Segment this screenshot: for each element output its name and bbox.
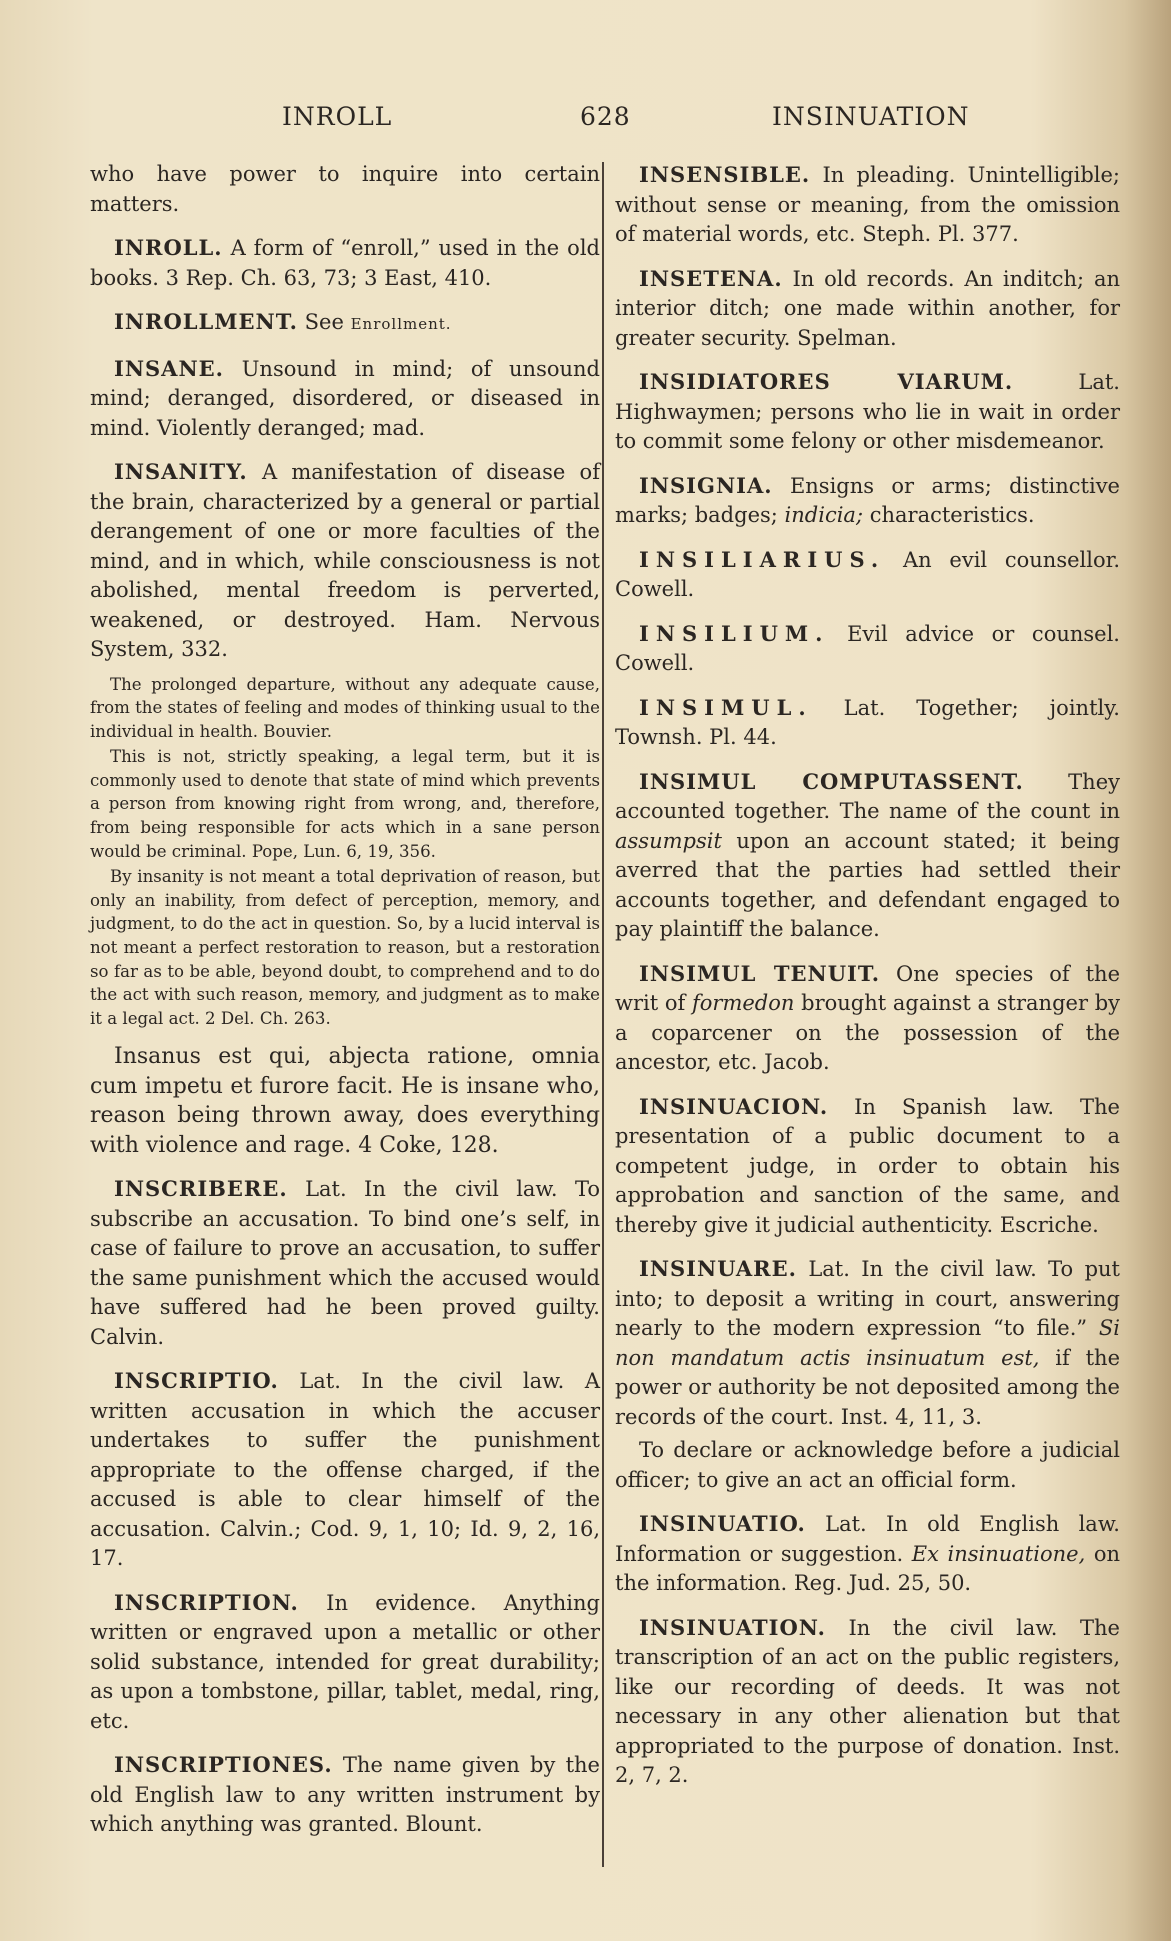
definition: In old records. An inditch; an interior ditch; one made within another, for greater security. Spelman. — [615, 266, 1120, 350]
definition: A manifestation of disease of the brain, characterized by a general or partial derangement of one or more faculties of the mind, and in which, while consciousness is not abolished, mental freedom is perverted, weakened, or destroyed. Ham. Nervous System, 332. — [90, 460, 600, 661]
note-paragraph: By insanity is not meant a total deprivation of reason, but only an inability, from defect of perception, memory, and judgment, to do the act in question. So, by a lucid interval is not meant a perfect restoration to reason, but a restoration so far as to be able, beyond doubt, to comprehend and to do the act with such reason, memory, and judgment as to make it a legal act. 2 Del. Ch. 263. — [90, 867, 600, 1028]
entry-inroll — [90, 233, 600, 293]
header-right-guideword: INSINUATION — [772, 102, 970, 131]
headword: INROLL. — [114, 235, 223, 260]
definition: upon an account stated; it being averred that the parties had settled their accounts together, and defendant engaged to pay plaintiff the balance. — [615, 828, 1121, 941]
entry-insinuation — [615, 1613, 1120, 1791]
definition: Ensigns or arms; distinctive marks; badges; — [615, 473, 1120, 527]
definition: They accounted together. The name of the count in — [615, 769, 1120, 823]
cross-reference: Enrollment. — [350, 315, 452, 333]
headword: INSILIARIUS. — [639, 546, 886, 572]
entry-inscription — [90, 1588, 600, 1737]
entry-insinuatio — [615, 1509, 1120, 1599]
definition: characteristics. — [869, 503, 1035, 527]
definition: Lat. Together; jointly. Townsh. Pl. 44. — [615, 695, 1120, 749]
note-paragraph: The prolonged departure, without any adequate cause, from the states of feeling and modes of thinking usual to the individual in health. Bouvier. — [90, 674, 600, 741]
latin-maxim: Insanus est qui, abjecta ratione, omnia cum impetu et furore facit. — [90, 1044, 600, 1099]
headword: INSINUARE. — [639, 1256, 797, 1281]
right-column — [615, 160, 1120, 1805]
definition: An evil counsellor. Cowell. — [615, 547, 1120, 601]
entry-inscriptio — [90, 1366, 600, 1574]
entry-insimul-tenuit — [615, 959, 1120, 1078]
note-paragraph: This is not, strictly speaking, a legal term, but it is commonly used to denote that state of mind which prevents a person from knowing right from wrong, and, therefore, from being responsible for acts which in a sane person would be criminal. Pope, Lun. 6, 19, 356. — [90, 747, 600, 861]
entry-insidiatores-viarum — [615, 367, 1120, 457]
insanity-notes — [90, 673, 600, 1031]
entry-insanus-maxim — [90, 1042, 600, 1160]
definition: Lat. In old English law. Information or suggestion. — [615, 1512, 1120, 1566]
entry-insetena — [615, 264, 1120, 354]
header-left-guideword: INROLL — [282, 102, 393, 131]
column-divider — [602, 162, 604, 1867]
headword: INSIMUL COMPUTASSENT. — [639, 768, 1024, 794]
headword: INSIDIATORES VIARUM. — [639, 369, 1014, 394]
italic-term: assumpsit — [615, 828, 722, 853]
italic-phrase: Ex insinuatione, — [911, 1541, 1086, 1566]
entry-insilium — [615, 619, 1120, 679]
italic-phrase: Si non mandatum actis insinuatum est, — [615, 1316, 1120, 1370]
headword: INSILIUM. — [639, 620, 830, 646]
continued-text: who have power to inquire into certain matters. — [90, 162, 600, 216]
see-label: See — [304, 310, 344, 334]
headword: INSCRIPTIONES. — [114, 1752, 333, 1778]
italic-term: formedon — [692, 991, 795, 1015]
definition: Evil advice or counsel. Cowell. — [615, 621, 1120, 675]
headword: INSINUATION. — [639, 1614, 826, 1640]
definition: In pleading. Unintelligible; without sense or meaning, from the omission of material words, etc. Steph. Pl. 377. — [615, 163, 1120, 246]
italic-term: indicia; — [784, 503, 864, 527]
entry-inscribere — [90, 1174, 600, 1352]
running-header — [0, 102, 1171, 138]
definition: Unsound in mind; of unsound mind; deranged, disordered, or diseased in mind. Violently deranged; mad. — [90, 356, 600, 440]
entry-insensible — [615, 160, 1120, 250]
entry-insane — [90, 354, 600, 444]
headword: INSCRIPTIO. — [114, 1368, 279, 1394]
definition: Lat. Highwaymen; persons who lie in wait in order to commit some felony or other misdemeanor. — [615, 370, 1120, 453]
definition: In the civil law. The transcription of an act on the public registers, like our recording of deeds. It was not necessary in any other alienation but that appropriated to the purpose of donation. Inst. 2, 7, 2. — [615, 1615, 1120, 1787]
left-column — [90, 160, 600, 1854]
entry-insanity — [90, 457, 600, 665]
headword: INSIMUL TENUIT. — [639, 960, 881, 986]
headword: INSANITY. — [114, 459, 248, 484]
headword: INSENSIBLE. — [639, 162, 811, 187]
page-number: 628 — [580, 102, 631, 131]
definition: on the information. Reg. Jud. 25, 50. — [615, 1541, 1120, 1595]
definition: if the power or authority be not deposited among the records of the court. Inst. 4, 11, 3. — [615, 1345, 1120, 1429]
definition: Lat. In the civil law. A written accusation in which the accuser undertakes to suffer the punishment appropriate to the offense charged, if the accused is able to clear himself of the accusation. Calvin.; Cod. 9, 1, 10; Id. 9, 2, 16, 17. — [90, 1369, 600, 1571]
definition: The name given by the old English law to any written instrument by which anything was granted. Blount. — [90, 1753, 600, 1837]
entry-inrollment — [90, 307, 600, 340]
headword: INSINUACION. — [639, 1093, 829, 1119]
headword: INROLLMENT. — [114, 309, 298, 334]
entry-insinuare — [615, 1254, 1120, 1432]
headword: INSCRIBERE. — [114, 1176, 288, 1202]
headword: INSETENA. — [639, 265, 783, 291]
entry-insinuacion — [615, 1092, 1120, 1241]
headword: INSINUATIO. — [639, 1511, 806, 1536]
headword: INSANE. — [114, 355, 224, 381]
entry-insiliarius — [615, 545, 1120, 605]
entry-insinuare-sense-2: To declare or acknowledge before a judicial officer; to give an act an official form. — [615, 1438, 1120, 1492]
definition: A form of “enroll,” used in the old books. 3 Rep. Ch. 63, 73; 3 East, 410. — [90, 236, 600, 290]
headword: INSCRIPTION. — [114, 1589, 299, 1615]
entry-inscriptiones — [90, 1750, 600, 1840]
entry-insimul — [615, 693, 1120, 753]
definition: brought against a stranger by a coparcener on the possession of the ancestor, etc. Jacob. — [615, 991, 1120, 1074]
definition: One species of the writ of — [615, 961, 1120, 1015]
entry-insimul-computassent — [615, 767, 1120, 945]
definition: Lat. In the civil law. To put into; to deposit a writing in court, answering nearly to the modern expression “to file.” — [615, 1257, 1120, 1340]
definition: Lat. In the civil law. To subscribe an accusation. To bind one’s self, in case of failure to prove an accusation, to suffer the same punishment which the accused would have suffered had he been proved guilty. Calvin. — [90, 1177, 600, 1349]
headword: INSIGNIA. — [639, 472, 773, 498]
definition: In evidence. Anything written or engraved upon a metallic or other solid substance, intended for great durability; as upon a tombstone, pillar, tablet, medal, ring, etc. — [90, 1590, 600, 1733]
entry-insignia — [615, 471, 1120, 531]
translation: He is insane who, reason being thrown away, does everything with violence and rage. 4 Coke, 128. — [90, 1073, 600, 1158]
headword: INSIMUL. — [639, 694, 813, 720]
definition: In Spanish law. The presentation of a public document to a competent judge, in order to obtain his approbation and sanction of the same, and thereby give it judicial authenticity. Escriche. — [615, 1094, 1120, 1237]
